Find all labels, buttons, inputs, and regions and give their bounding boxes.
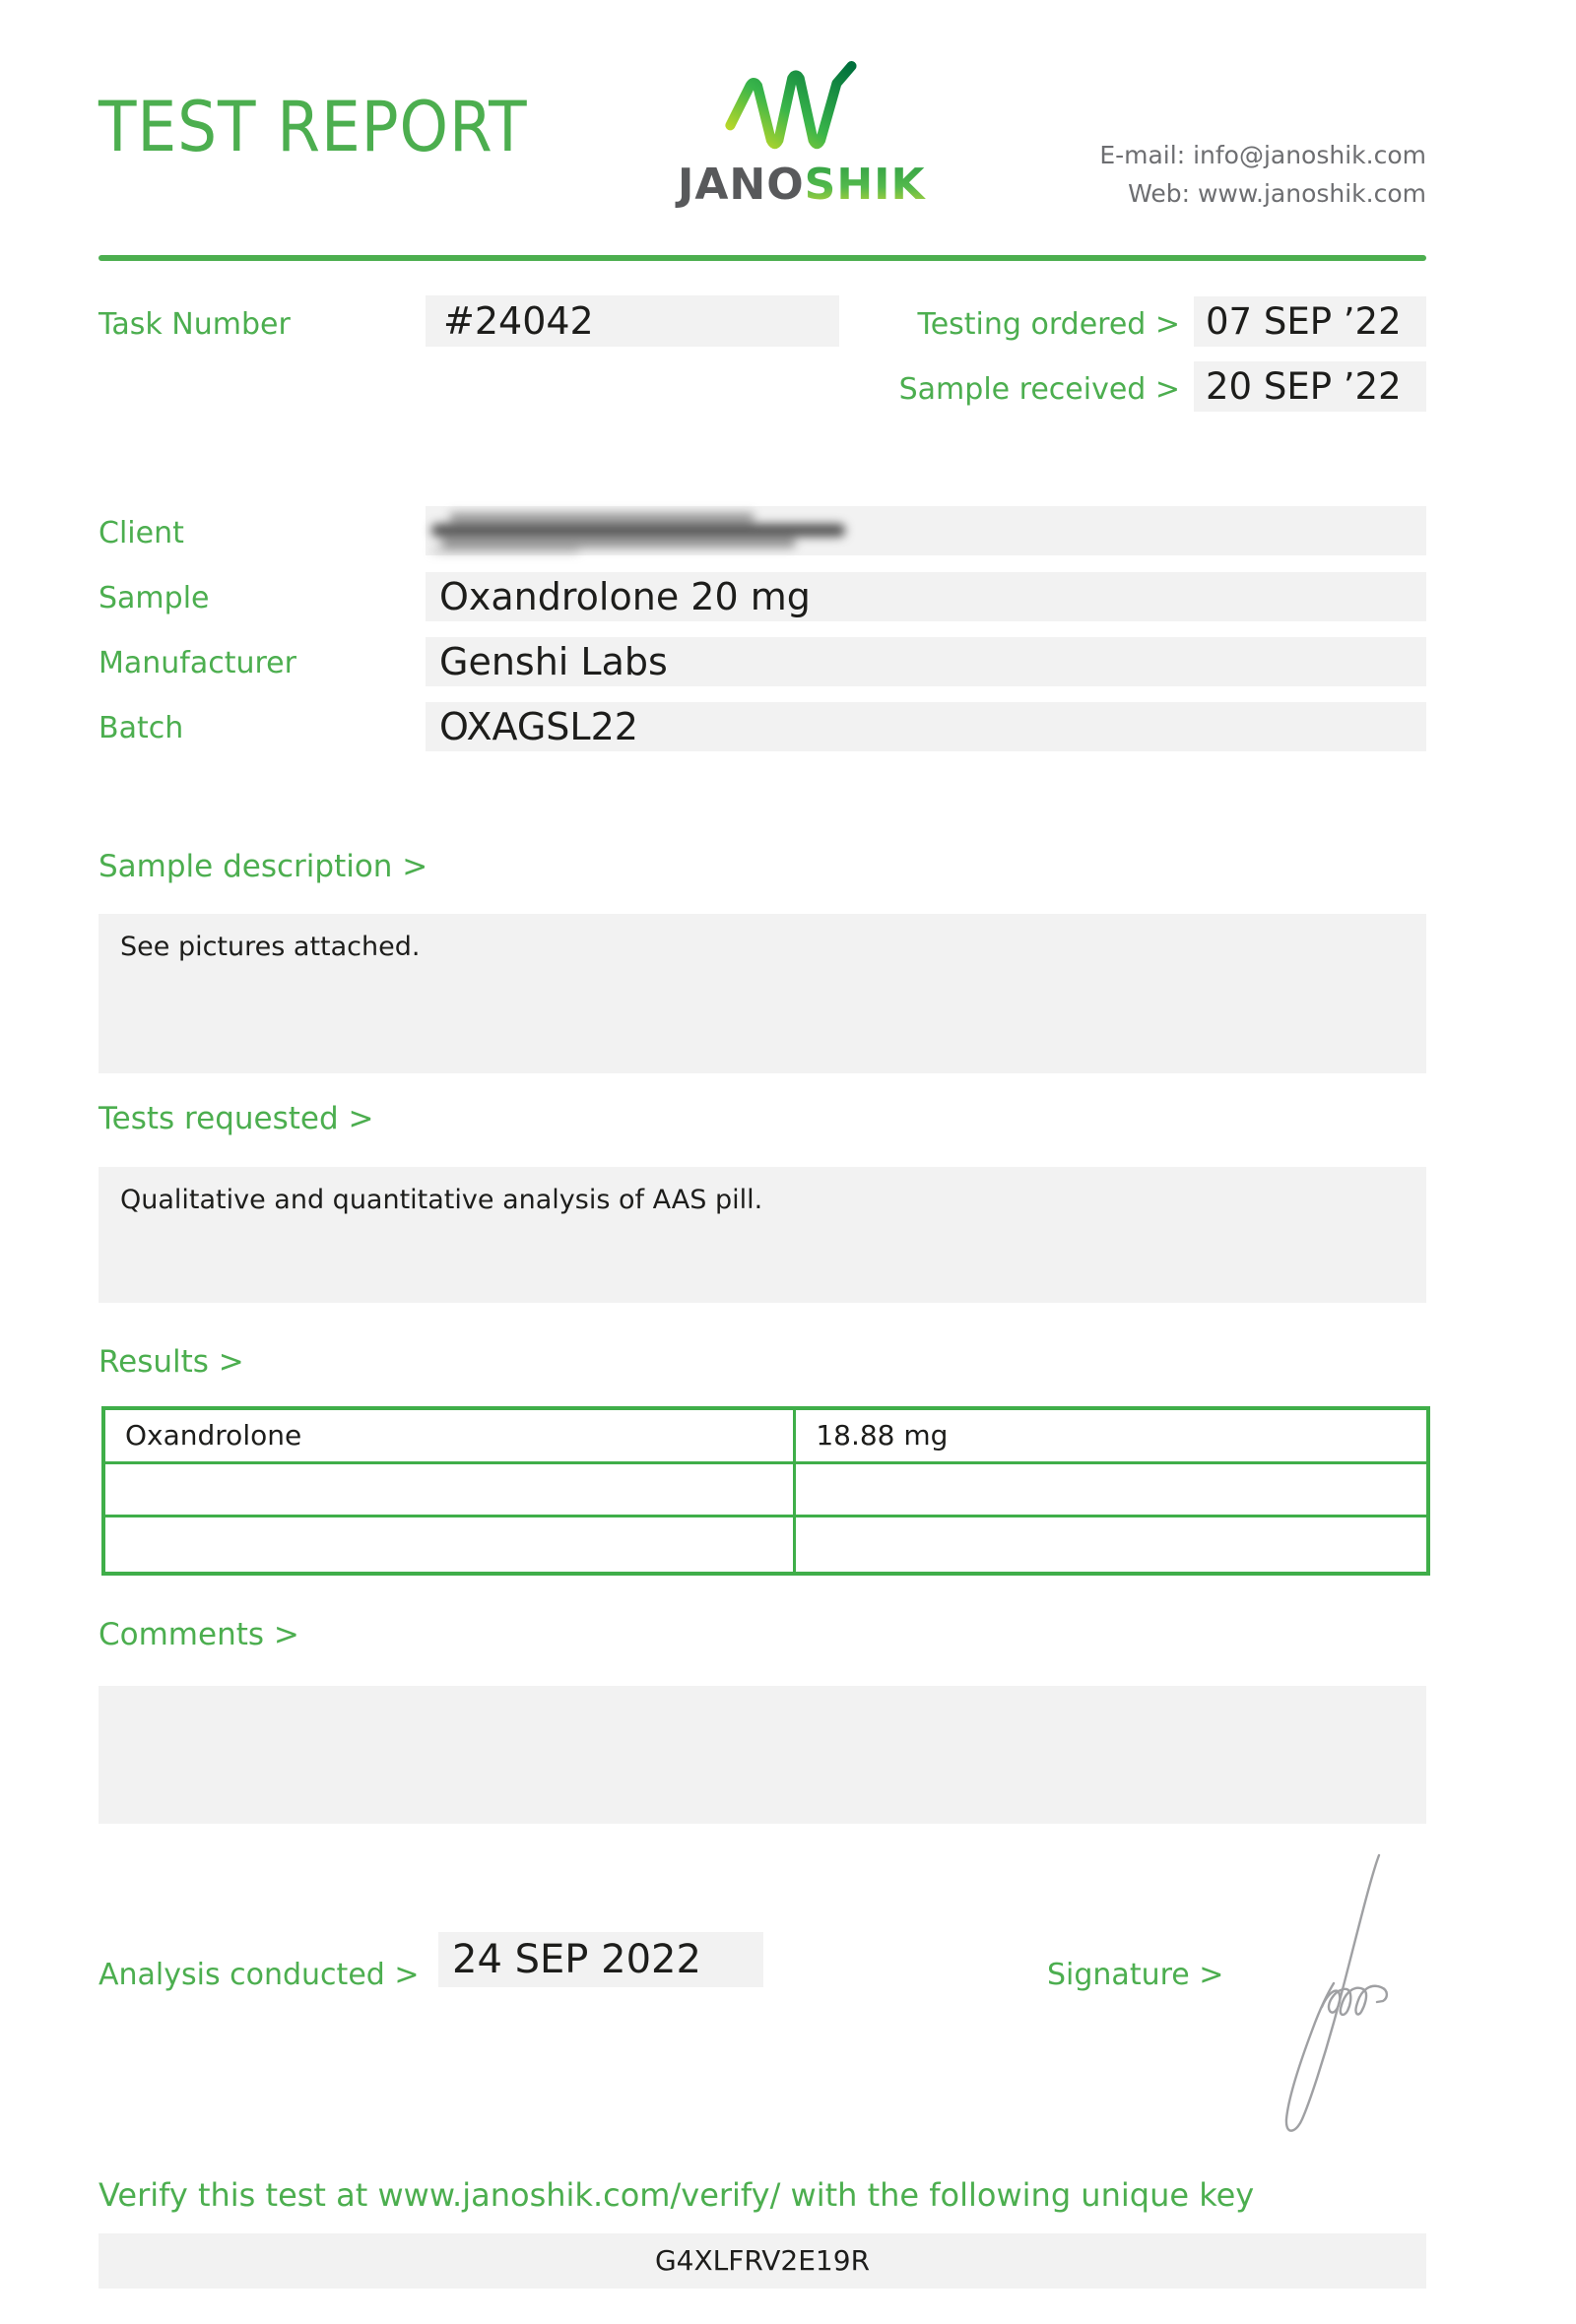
sample-value: Oxandrolone 20 mg: [439, 575, 811, 618]
sample-box: [426, 572, 1426, 621]
comments-heading: Comments >: [98, 1617, 299, 1652]
results-cell-analyte: [105, 1517, 796, 1572]
sample-description-heading: Sample description >: [98, 849, 428, 884]
logo-text-jano: JANO: [678, 160, 805, 210]
task-number-box: [426, 295, 839, 347]
client-box: [426, 506, 1426, 555]
tests-requested-text: Qualitative and quantitative analysis of AAS pill.: [120, 1185, 763, 1215]
comments-box: [98, 1686, 1426, 1824]
testing-ordered-box: [1194, 296, 1426, 347]
tests-requested-heading: Tests requested >: [98, 1101, 374, 1136]
contact-block: [1099, 136, 1426, 213]
results-cell-analyte: [105, 1464, 796, 1518]
analysis-date-box: [438, 1932, 763, 1987]
results-cell-amount: [796, 1464, 1426, 1518]
results-cell-analyte: Oxandrolone: [105, 1410, 796, 1464]
header-divider: [98, 255, 1426, 261]
logo-wordmark: [678, 160, 924, 210]
manufacturer-label: Manufacturer: [98, 646, 296, 680]
sample-received-label: Sample received >: [898, 372, 1180, 407]
signature-label: Signature >: [1047, 1958, 1224, 1992]
results-cell-amount: 18.88 mg: [796, 1410, 1426, 1464]
sample-description-text: See pictures attached.: [120, 932, 421, 962]
batch-value: OXAGSL22: [439, 705, 638, 748]
results-cell-amount: [796, 1517, 1426, 1572]
signature-image: [1263, 1847, 1420, 2143]
batch-box: [426, 702, 1426, 751]
verify-instruction: Verify this test at www.janoshik.com/verify/ with the following unique key: [98, 2176, 1255, 2214]
janoshik-logo: [678, 61, 924, 210]
unique-key-box: [98, 2233, 1426, 2289]
manufacturer-value: Genshi Labs: [439, 640, 668, 683]
tests-requested-box: [98, 1167, 1426, 1303]
results-table: [101, 1406, 1430, 1576]
unique-key-value: G4XLFRV2E19R: [654, 2244, 871, 2277]
task-number-value: #24042: [443, 299, 594, 343]
manufacturer-box: [426, 637, 1426, 686]
sample-description-box: [98, 914, 1426, 1073]
analysis-conducted-label: Analysis conducted >: [98, 1958, 420, 1992]
page-title: TEST REPORT: [98, 87, 528, 167]
testing-ordered-value: 07 SEP ’22: [1206, 300, 1402, 343]
analysis-date-value: 24 SEP 2022: [452, 1937, 701, 1982]
results-heading: Results >: [98, 1344, 244, 1380]
rising-chart-icon: [717, 61, 885, 158]
sample-label: Sample: [98, 581, 210, 615]
task-number-label: Task Number: [98, 307, 291, 342]
batch-label: Batch: [98, 711, 184, 745]
logo-text-shik: SHIK: [804, 160, 926, 210]
contact-email: E-mail: info@janoshik.com: [1099, 141, 1426, 169]
testing-ordered-label: Testing ordered >: [917, 307, 1180, 342]
comments-text: [98, 1686, 1426, 1704]
client-redacted-blur: [431, 510, 944, 551]
sample-received-value: 20 SEP ’22: [1206, 365, 1402, 408]
client-label: Client: [98, 516, 184, 550]
sample-received-box: [1194, 361, 1426, 412]
contact-web: Web: www.janoshik.com: [1128, 179, 1426, 208]
